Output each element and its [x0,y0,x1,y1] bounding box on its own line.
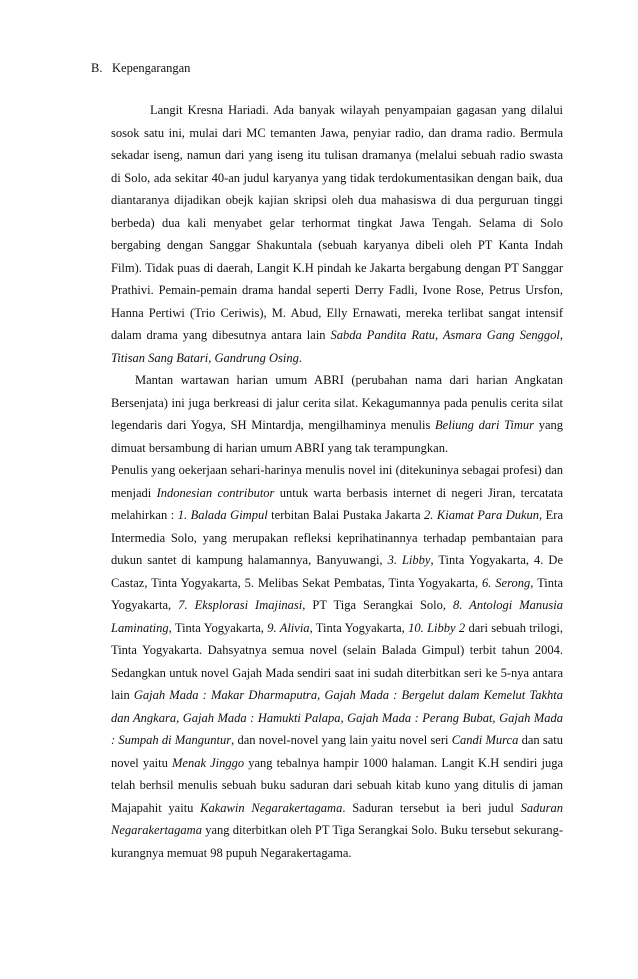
italic-title: Indonesian contributor [156,485,275,500]
text-run: yang dimuat bersambung di harian umum ABRI yang tak terampungkan. [111,418,563,455]
text-run: . Saduran tersebut ia beri judul [342,800,521,815]
text-run: terbitan Balai Pustaka Jakarta [267,508,425,522]
text-run: Langit Kresna Hariadi. Ada banyak wilayah penyampaian gagasan yang dilalui sosok satu ini, mulai dari MC temanten Jawa, penyiar radio, dan drama radio. Bermula sekadar iseng, namun dari yang iseng itu tulisan dramanya (melalui sebuah radio swasta di Solo, ada sekitar 40-an judul karyanya yang tidak terdokumentasikan dengan baik, dua diantaranya dijadikan obejk kajian skripsi oleh dua mahasiswa di dua perguruan tinggi berbeda) dua kali menyabet gelar terhormat tingkat Jawa Tengah. Selama di Solo bergabing dengan Sanggar Shakuntala (sebuah karyanya dibeli oleh PT Kanta Indah Film). Tidak puas di daerah, Langit K.H pindah ke Jakarta bergabung dengan PT Sanggar Prathivi. Pemain-pemain drama handal seperti Derry Fadli, Ivone Rose, Petrus Ursfon, Hanna Pertiwi (Trio Ceriwis), M. Abud, Elly Ernawati, mereka terlibat sangat intensif dalam drama yang dibesutnya antara lain [111,103,563,342]
text-run: , PT Tiga Serangkai Solo, [302,598,454,612]
italic-title: Sabda Pandita Ratu, Asmara Gang Senggol, Titisan Sang Batari, Gandrung Osing [111,328,563,365]
italic-title: 6. Serong [482,575,531,590]
italic-title: 1. Balada Gimpul [177,508,268,522]
paragraph-journalist [111,369,563,459]
text-run: untuk warta berbasis internet di negeri Jiran, tercatata melahirkan : [111,485,564,522]
section-heading [91,60,190,76]
text-run: Mantan wartawan harian umum ABRI (perubahan nama dari harian Angkatan Bersenjata) ini juga berkreasi di jalur cerita silat. Kekagumannya pada penulis cerita silat legendaris dari Yogya, SH Mintardja, mengilhaminya menulis [111,373,563,432]
text-run: , Tinta Yogyakarta, [111,575,564,612]
text-run: , dan novel-novel yang lain yaitu novel seri [231,733,452,747]
italic-title: Kakawin Negarakertagama [200,800,343,815]
text-run: dari sebuah trilogi, Tinta Yogyakarta. Dahsyatnya semua novel (selain Balada Gimpul) terbit tahun 2004. Sedangkan untuk novel Gajah Mada sendiri saat ini sudah diterbitkan seri ke 5-nya antara lain [111,620,563,702]
section-letter: B. [91,61,103,75]
text-run: , Tinta Yogyakarta, 4. De Castaz, Tinta Yogyakarta, 5. Melibas Sekat Pembatas, Tinta Yogyakarta, [111,553,563,590]
text-run: yang tebalnya hampir 1000 halaman. Langit K.H sendiri juga telah berhsil menulis sebuah buku saduran dari sebuah kitab kuno yang ditulis di jaman Majapahit yaitu [111,755,563,815]
italic-title: 10. Libby 2 [408,620,466,635]
text-run: dan satu novel yaitu [111,733,564,770]
text-run: , Tinta Yogyakarta, [168,620,268,635]
text-run: Penulis yang oekerjaan sehari-harinya menulis novel ini (ditekuninya sebagai profesi) dan menjadi [111,463,563,500]
italic-title: Gajah Mada : Makar Dharmaputra, Gajah Mada : Bergelut dalam Kemelut Takhta dan Angkara, Gajah Mada : Hamukti Palapa, Gajah Mada : Perang Bubat, Gajah Mada : Sumpah di Manguntur [111,688,563,747]
paragraph-biography [111,99,563,369]
section-title: Kepengarangan [112,61,191,75]
italic-title: Candi Murca [451,733,519,747]
text-run: , Tinta Yogyakarta, [309,620,409,635]
italic-title: 3. Libby [387,553,431,567]
text-run: . [298,350,302,365]
body-text [111,99,563,864]
italic-title: 9. Alivia [267,620,310,635]
paragraph-works [111,459,563,864]
text-run: yang diterbitkan oleh PT Tiga Serangkai Solo. Buku tersebut sekurang-kurangnya memuat 98 pupuh Negarakertagama. [111,823,563,860]
italic-title: Menak Jinggo [172,755,245,770]
italic-title: Saduran Negarakertagama [111,800,563,837]
italic-title: 2. Kiamat Para Dukun, [424,508,543,522]
italic-title: Beliung dari Timur [435,418,535,432]
italic-title: 8. Antologi Manusia Laminating [111,598,563,635]
italic-title: 7. Eksplorasi Imajinasi [178,598,303,612]
text-run: Era Intermedia Solo, yang merupakan refleksi keprihatinannya terhadap pembantaian para dukun santet di kampung halamannya, Banyuwangi, [111,508,564,567]
